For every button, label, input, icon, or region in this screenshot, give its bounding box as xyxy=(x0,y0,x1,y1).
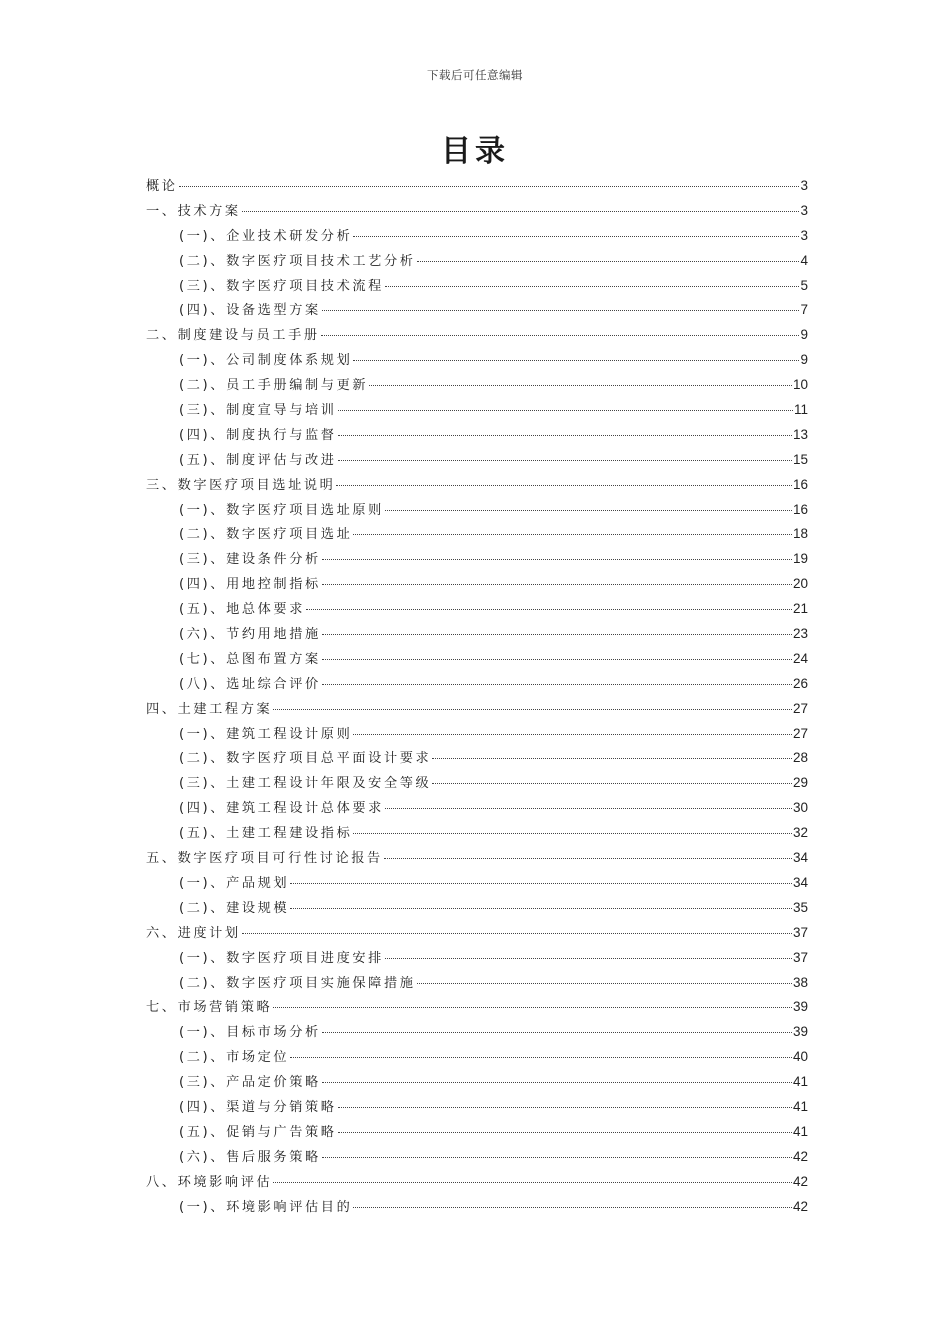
toc-entry-label: (一)、数字医疗项目进度安排 xyxy=(179,950,384,966)
toc-dot-leader xyxy=(273,1182,792,1183)
toc-entry-label: (四)、用地控制指标 xyxy=(179,577,321,593)
toc-entry-label: (一)、目标市场分析 xyxy=(179,1025,321,1041)
toc-page-number: 15 xyxy=(792,451,808,467)
toc-page-number: 27 xyxy=(792,725,808,741)
toc-section-entry[interactable] xyxy=(146,1020,808,1045)
toc-chapter-entry[interactable] xyxy=(146,199,808,224)
toc-section-entry[interactable] xyxy=(146,448,808,473)
toc-dot-leader xyxy=(385,958,792,959)
toc-entry-label: (二)、数字医疗项目实施保障措施 xyxy=(179,975,416,991)
toc-dot-leader xyxy=(338,435,792,436)
toc-entry-label: (二)、员工手册编制与更新 xyxy=(179,378,369,394)
toc-dot-leader xyxy=(322,684,792,685)
toc-dot-leader xyxy=(338,460,792,461)
toc-page-number: 41 xyxy=(792,1074,808,1090)
toc-page-number: 10 xyxy=(792,377,808,393)
toc-entry-label: (一)、产品规划 xyxy=(179,875,290,891)
toc-page-number: 37 xyxy=(792,924,808,940)
toc-page-number: 13 xyxy=(792,426,808,442)
toc-entry-label: (一)、数字医疗项目选址原则 xyxy=(179,502,384,518)
toc-section-entry[interactable] xyxy=(146,1045,808,1070)
toc-dot-leader xyxy=(290,1057,792,1058)
toc-page-number: 40 xyxy=(792,1049,808,1065)
toc-dot-leader xyxy=(242,211,800,212)
toc-page-number: 29 xyxy=(792,775,808,791)
toc-section-entry[interactable] xyxy=(146,622,808,647)
toc-section-entry[interactable] xyxy=(146,647,808,672)
toc-section-entry[interactable] xyxy=(146,522,808,547)
toc-section-entry[interactable] xyxy=(146,547,808,572)
toc-section-entry[interactable] xyxy=(146,796,808,821)
toc-dot-leader xyxy=(369,385,792,386)
toc-page-number: 42 xyxy=(792,1173,808,1189)
toc-page-number: 7 xyxy=(800,302,808,318)
toc-page-number: 39 xyxy=(792,999,808,1015)
toc-dot-leader xyxy=(322,1157,792,1158)
toc-page-number: 38 xyxy=(792,974,808,990)
toc-page-number: 32 xyxy=(792,825,808,841)
toc-chapter-entry[interactable] xyxy=(146,174,808,199)
toc-section-entry[interactable] xyxy=(146,1145,808,1170)
toc-page-number: 34 xyxy=(792,874,808,890)
toc-chapter-entry[interactable] xyxy=(146,995,808,1020)
toc-dot-leader xyxy=(273,1007,792,1008)
toc-page-number: 19 xyxy=(792,551,808,567)
toc-dot-leader xyxy=(384,858,792,859)
toc-page-number: 4 xyxy=(800,252,808,268)
toc-entry-label: (一)、企业技术研发分析 xyxy=(179,228,353,244)
toc-page-number: 37 xyxy=(792,949,808,965)
toc-page-number: 26 xyxy=(792,675,808,691)
toc-dot-leader xyxy=(338,1107,792,1108)
toc-entry-label: 四、土建工程方案 xyxy=(146,701,273,717)
toc-dot-leader xyxy=(322,634,792,635)
toc-entry-label: 二、制度建设与员工手册 xyxy=(146,328,320,344)
toc-entry-label: (四)、设备选型方案 xyxy=(179,303,321,319)
toc-chapter-entry[interactable] xyxy=(146,846,808,871)
toc-dot-leader xyxy=(322,584,792,585)
toc-dot-leader xyxy=(353,534,792,535)
toc-dot-leader xyxy=(290,908,792,909)
toc-section-entry[interactable] xyxy=(146,1070,808,1095)
toc-page-number: 16 xyxy=(792,476,808,492)
table-of-contents xyxy=(146,174,808,1219)
toc-section-entry[interactable] xyxy=(146,821,808,846)
toc-dot-leader xyxy=(322,1032,792,1033)
toc-dot-leader xyxy=(322,310,800,311)
toc-dot-leader xyxy=(306,609,792,610)
toc-chapter-entry[interactable] xyxy=(146,323,808,348)
toc-dot-leader xyxy=(353,833,792,834)
toc-section-entry[interactable] xyxy=(146,597,808,622)
toc-dot-leader xyxy=(179,186,800,187)
toc-dot-leader xyxy=(432,783,792,784)
toc-section-entry[interactable] xyxy=(146,274,808,299)
toc-page-number: 18 xyxy=(792,526,808,542)
toc-entry-label: 五、数字医疗项目可行性讨论报告 xyxy=(146,851,383,867)
toc-chapter-entry[interactable] xyxy=(146,473,808,498)
toc-entry-label: 一、技术方案 xyxy=(146,203,241,219)
toc-page-number: 27 xyxy=(792,700,808,716)
toc-section-entry[interactable] xyxy=(146,1195,808,1220)
toc-entry-label: (三)、建设条件分析 xyxy=(179,552,321,568)
toc-entry-label: 六、进度计划 xyxy=(146,925,241,941)
toc-entry-label: (七)、总图布置方案 xyxy=(179,651,321,667)
toc-section-entry[interactable] xyxy=(146,1120,808,1145)
toc-entry-label: (三)、数字医疗项目技术流程 xyxy=(179,278,384,294)
toc-section-entry[interactable] xyxy=(146,224,808,249)
toc-section-entry[interactable] xyxy=(146,771,808,796)
toc-dot-leader xyxy=(353,360,799,361)
toc-page-number: 9 xyxy=(800,352,808,368)
toc-section-entry[interactable] xyxy=(146,298,808,323)
toc-page-number: 9 xyxy=(800,327,808,343)
toc-chapter-entry[interactable] xyxy=(146,921,808,946)
toc-chapter-entry[interactable] xyxy=(146,697,808,722)
toc-page-number: 30 xyxy=(792,800,808,816)
toc-section-entry[interactable] xyxy=(146,896,808,921)
toc-entry-label: (一)、公司制度体系规划 xyxy=(179,353,353,369)
toc-chapter-entry[interactable] xyxy=(146,1170,808,1195)
toc-section-entry[interactable] xyxy=(146,249,808,274)
toc-section-entry[interactable] xyxy=(146,746,808,771)
toc-page-number: 5 xyxy=(800,277,808,293)
toc-page-number: 39 xyxy=(792,1024,808,1040)
toc-dot-leader xyxy=(385,510,792,511)
toc-section-entry[interactable] xyxy=(146,672,808,697)
toc-page-number: 11 xyxy=(793,402,808,418)
toc-dot-leader xyxy=(417,261,800,262)
toc-dot-leader xyxy=(417,983,792,984)
toc-entry-label: (六)、节约用地措施 xyxy=(179,627,321,643)
toc-dot-leader xyxy=(353,1207,792,1208)
toc-section-entry[interactable] xyxy=(146,572,808,597)
toc-dot-leader xyxy=(322,559,792,560)
toc-section-entry[interactable] xyxy=(146,348,808,373)
toc-section-entry[interactable] xyxy=(146,498,808,523)
toc-entry-label: (四)、建筑工程设计总体要求 xyxy=(179,801,384,817)
toc-section-entry[interactable] xyxy=(146,398,808,423)
toc-dot-leader xyxy=(385,286,800,287)
toc-dot-leader xyxy=(338,410,793,411)
toc-dot-leader xyxy=(353,734,792,735)
toc-entry-label: (一)、环境影响评估目的 xyxy=(179,1199,353,1215)
toc-entry-label: (二)、建设规模 xyxy=(179,900,290,916)
toc-page-number: 21 xyxy=(792,601,808,617)
toc-page-number: 20 xyxy=(792,576,808,592)
toc-entry-label: (八)、选址综合评价 xyxy=(179,676,321,692)
toc-dot-leader xyxy=(322,1082,792,1083)
toc-entry-label: (二)、市场定位 xyxy=(179,1050,290,1066)
toc-section-entry[interactable] xyxy=(146,373,808,398)
toc-dot-leader xyxy=(322,659,792,660)
toc-section-entry[interactable] xyxy=(146,423,808,448)
toc-entry-label: (五)、促销与广告策略 xyxy=(179,1124,337,1140)
toc-dot-leader xyxy=(432,758,792,759)
toc-entry-label: (二)、数字医疗项目技术工艺分析 xyxy=(179,253,416,269)
toc-entry-label: (五)、制度评估与改进 xyxy=(179,452,337,468)
toc-entry-label: 八、环境影响评估 xyxy=(146,1174,273,1190)
toc-page-number: 28 xyxy=(792,750,808,766)
page-title: 目录 xyxy=(441,134,509,169)
toc-entry-label: 概论 xyxy=(146,179,178,194)
toc-dot-leader xyxy=(321,335,800,336)
toc-dot-leader xyxy=(353,236,799,237)
toc-page-number: 3 xyxy=(800,202,808,218)
toc-section-entry[interactable] xyxy=(146,722,808,747)
page-header-note: 下载后可任意编辑 xyxy=(427,68,523,82)
toc-entry-label: (一)、建筑工程设计原则 xyxy=(179,726,353,742)
toc-entry-label: (六)、售后服务策略 xyxy=(179,1149,321,1165)
toc-section-entry[interactable] xyxy=(146,946,808,971)
toc-section-entry[interactable] xyxy=(146,971,808,996)
toc-entry-label: (二)、数字医疗项目总平面设计要求 xyxy=(179,751,432,767)
toc-page-number: 24 xyxy=(792,650,808,666)
toc-dot-leader xyxy=(273,709,792,710)
toc-dot-leader xyxy=(385,808,792,809)
toc-entry-label: (五)、土建工程建设指标 xyxy=(179,826,353,842)
toc-dot-leader xyxy=(338,1132,792,1133)
toc-page-number: 16 xyxy=(792,501,808,517)
toc-entry-label: (五)、地总体要求 xyxy=(179,602,306,618)
toc-page-number: 42 xyxy=(792,1148,808,1164)
toc-page-number: 3 xyxy=(800,227,808,243)
toc-entry-label: (三)、土建工程设计年限及安全等级 xyxy=(179,776,432,792)
toc-entry-label: (二)、数字医疗项目选址 xyxy=(179,527,353,543)
toc-page-number: 41 xyxy=(792,1098,808,1114)
toc-page-number: 35 xyxy=(792,899,808,915)
toc-section-entry[interactable] xyxy=(146,871,808,896)
toc-page-number: 42 xyxy=(792,1198,808,1214)
toc-dot-leader xyxy=(290,883,792,884)
toc-section-entry[interactable] xyxy=(146,1095,808,1120)
toc-entry-label: (四)、渠道与分销策略 xyxy=(179,1099,337,1115)
toc-dot-leader xyxy=(242,933,792,934)
toc-page-number: 23 xyxy=(792,626,808,642)
toc-dot-leader xyxy=(336,485,792,486)
toc-entry-label: (四)、制度执行与监督 xyxy=(179,427,337,443)
toc-page-number: 41 xyxy=(792,1123,808,1139)
toc-entry-label: (三)、制度宣导与培训 xyxy=(179,403,337,419)
toc-page-number: 34 xyxy=(792,850,808,866)
toc-page-number: 3 xyxy=(800,178,808,193)
toc-entry-label: 七、市场营销策略 xyxy=(146,1000,273,1016)
toc-entry-label: 三、数字医疗项目选址说明 xyxy=(146,477,336,493)
toc-entry-label: (三)、产品定价策略 xyxy=(179,1075,321,1091)
